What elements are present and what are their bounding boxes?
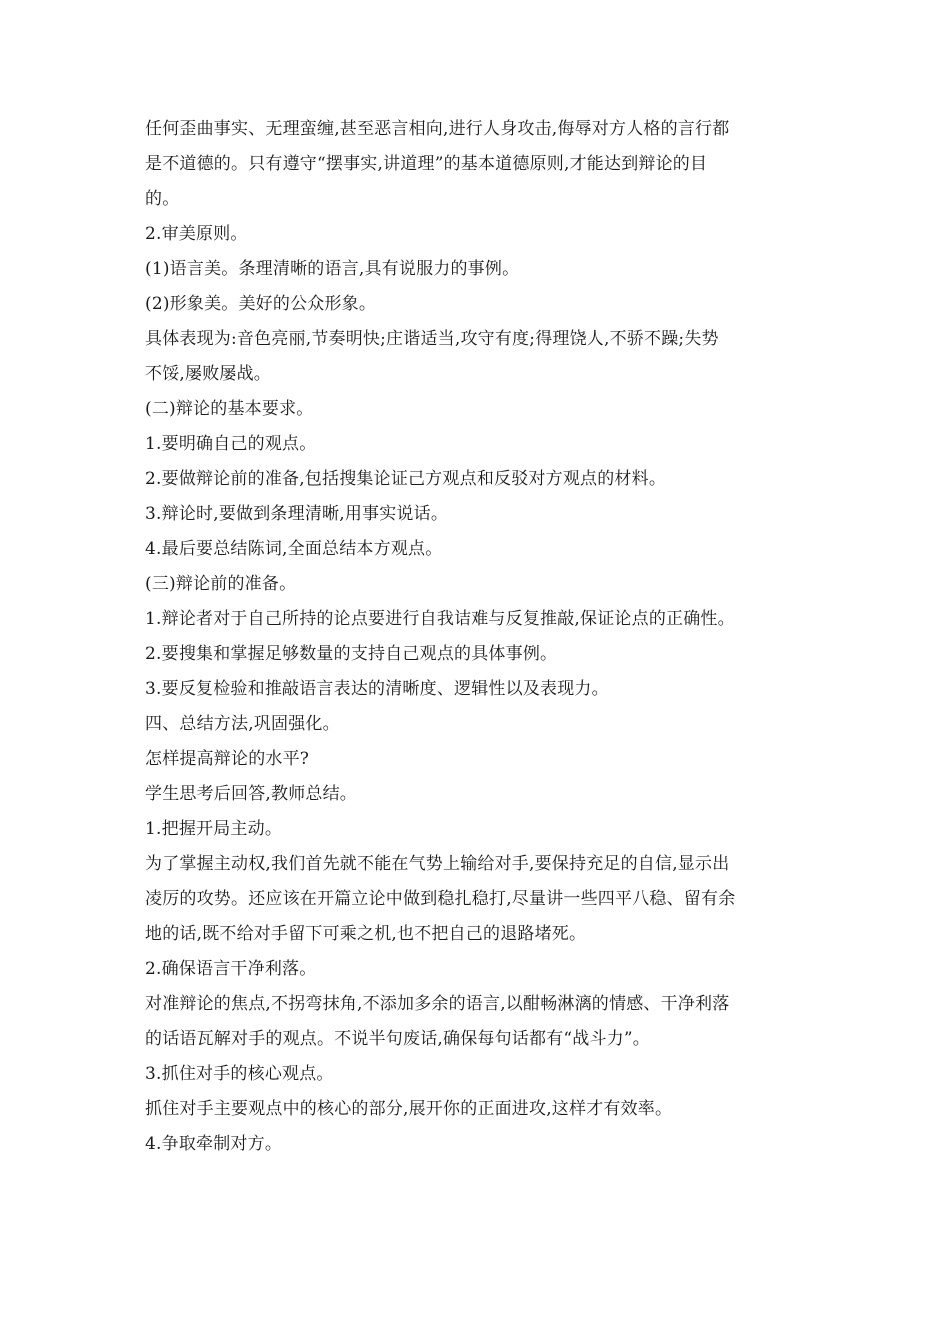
text-line: 1.把握开局主动。 (145, 819, 283, 839)
text-line: 2.要做辩论前的准备,包括搜集论证己方观点和反驳对方观点的材料。 (145, 469, 667, 489)
text-line: 怎样提高辩论的水平? (145, 749, 310, 769)
text-line: 2.确保语言干净利落。 (145, 959, 317, 979)
text-line: 3.辩论时,要做到条理清晰,用事实说话。 (145, 504, 449, 524)
document-body (145, 112, 810, 1162)
text-line: 为了掌握主动权,我们首先就不能在气势上输给对手,要保持充足的自信,显示出 (145, 854, 730, 874)
text-line: 是不道德的。只有遵守“摆事实,讲道理”的基本道德原则,才能达到辩论的目 (145, 154, 708, 174)
text-line: 4.争取牵制对方。 (145, 1134, 283, 1154)
section-heading: 四、总结方法,巩固强化。 (145, 714, 340, 734)
text-line: 的话语瓦解对手的观点。不说半句废话,确保每句话都有“战斗力”。 (145, 1029, 650, 1049)
text-line: 的。 (145, 189, 180, 209)
text-line: 具体表现为:音色亮丽,节奏明快;庄谐适当,攻守有度;得理饶人,不骄不躁;失势 (145, 329, 719, 349)
text-line: 3.要反复检验和推敲语言表达的清晰度、逻辑性以及表现力。 (145, 679, 609, 699)
text-line: 1.辩论者对于自己所持的论点要进行自我诘难与反复推敲,保证论点的正确性。 (145, 609, 735, 629)
text-line: 3.抓住对手的核心观点。 (145, 1064, 334, 1084)
text-line: 凌厉的攻势。还应该在开篇立论中做到稳扎稳打,尽量讲一些四平八稳、留有余 (145, 889, 736, 909)
text-line: 1.要明确自己的观点。 (145, 434, 317, 454)
text-line: (2)形象美。美好的公众形象。 (145, 294, 377, 314)
section-heading: 2.审美原则。 (145, 224, 248, 244)
text-line: 4.最后要总结陈词,全面总结本方观点。 (145, 539, 443, 559)
text-line: 抓住对手主要观点中的核心的部分,展开你的正面进攻,这样才有效率。 (145, 1099, 673, 1119)
section-heading: (三)辩论前的准备。 (145, 574, 297, 594)
text-line: 2.要搜集和掌握足够数量的支持自己观点的具体事例。 (145, 644, 558, 664)
text-line: 地的话,既不给对手留下可乘之机,也不把自己的退路堵死。 (145, 924, 587, 944)
text-line: 对准辩论的焦点,不拐弯抹角,不添加多余的语言,以酣畅淋漓的情感、干净利落 (145, 994, 730, 1014)
text-line: 学生思考后回答,教师总结。 (145, 784, 358, 804)
text-line: 任何歪曲事实、无理蛮缠,甚至恶言相向,进行人身攻击,侮辱对方人格的言行都 (145, 119, 730, 139)
text-line: (1)语言美。条理清晰的语言,具有说服力的事例。 (145, 259, 520, 279)
section-heading: (二)辩论的基本要求。 (145, 399, 314, 419)
text-line: 不馁,屡败屡战。 (145, 364, 272, 384)
